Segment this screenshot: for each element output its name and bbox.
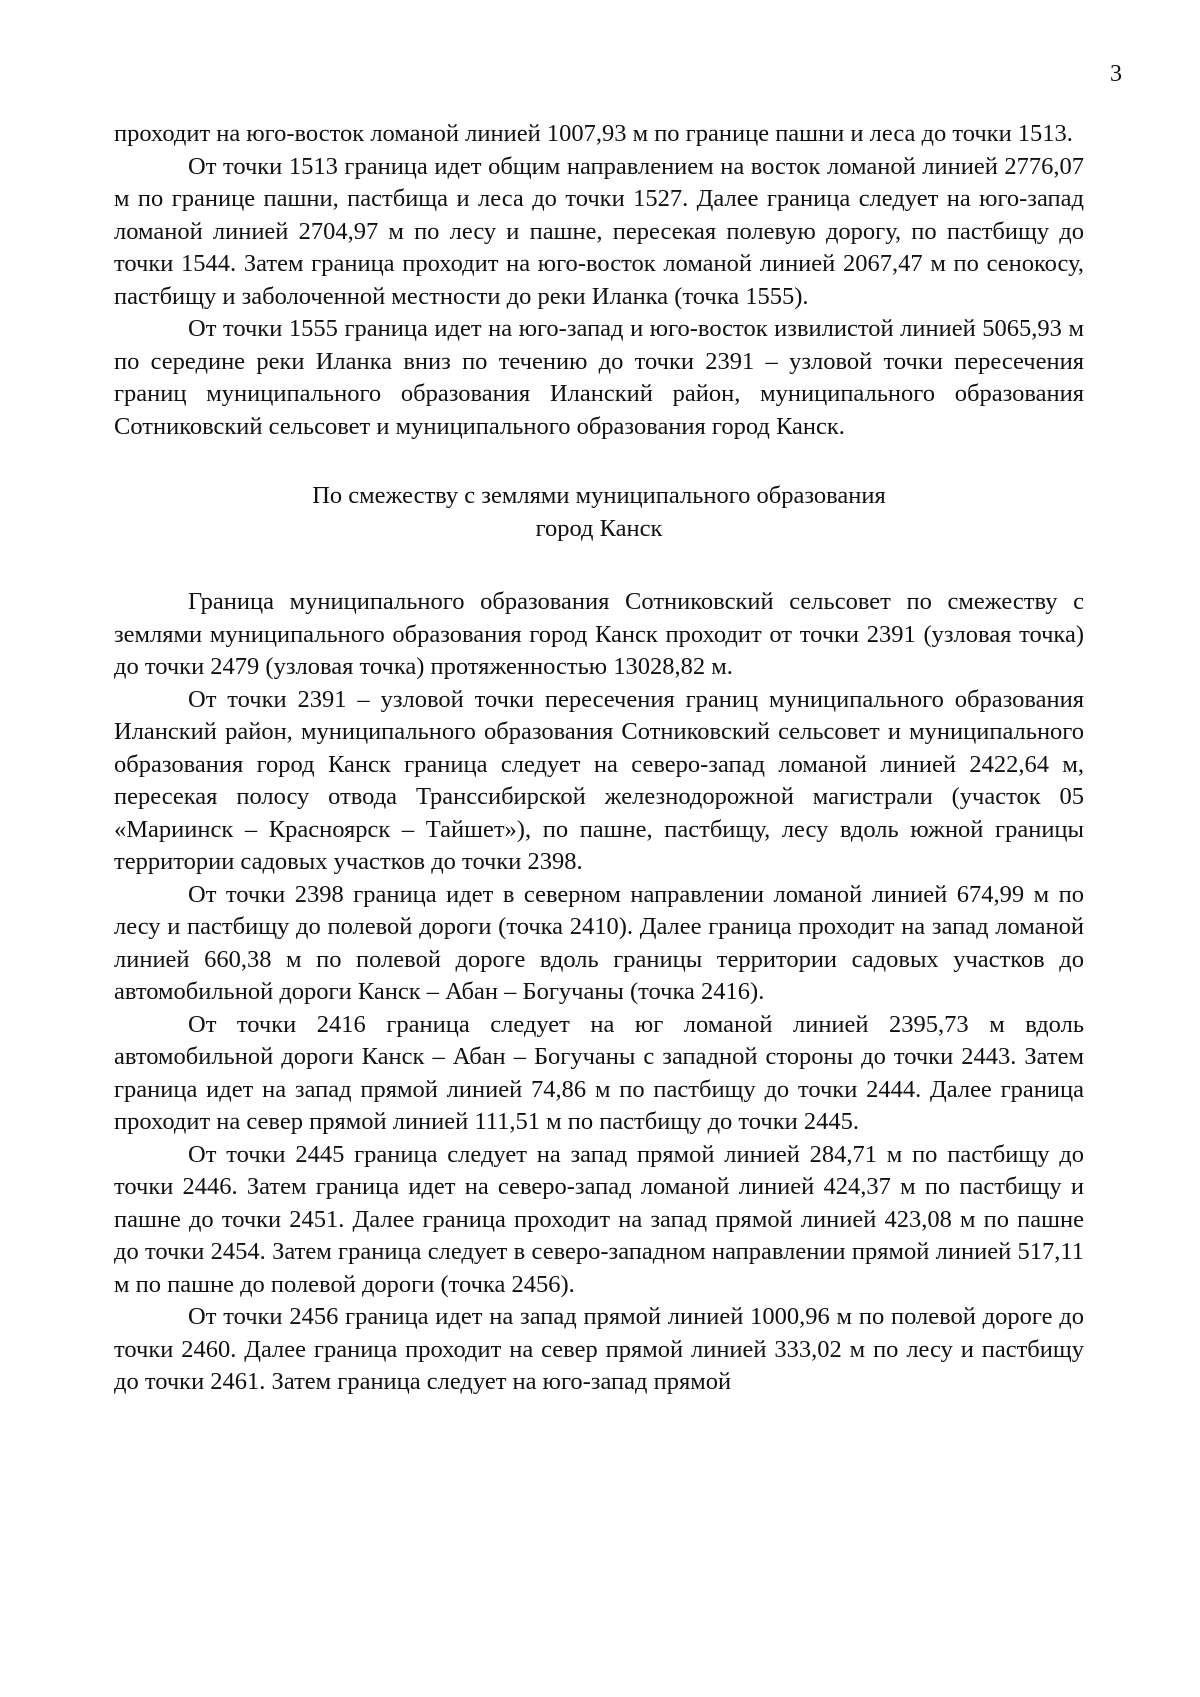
paragraph: Граница муниципального образования Сотниковский сельсовет по смежеству с землями муниципального образования город Канск проходит от точки 2391 (узловая точка) до точки 2479 (узловая точка) протяженностью 13028,82 м. <box>114 588 1084 680</box>
paragraph: От точки 2416 граница следует на юг ломаной линией 2395,73 м вдоль автомобильной дороги Канск – Абан – Богучаны с западной стороны до точки 2443. Затем граница идет на запад прямой линией 74,86 м по пастбищу до точки 2444. Далее граница проходит на север прямой линией 111,51 м по пастбищу до точки 2445. <box>114 1010 1084 1135</box>
document-body <box>114 118 1084 1399</box>
paragraph: От точки 2391 – узловой точки пересечения границ муниципального образования Иланский район, муниципального образования Сотниковский сельсовет и муниципального образования город Канск граница следует на северо-запад ломаной линией 2422,64 м, пересекая полосу отвода Транссибирской железнодорожной магистрали (участок 05 «Мариинск – Красноярск – Тайшет»), по пашне, пастбищу, лесу вдоль южной границы территории садовых участков до точки 2398. <box>114 685 1084 875</box>
paragraph: От точки 1555 граница идет на юго-запад и юго-восток извилистой линией 5065,93 м по середине реки Иланка вниз по течению до точки 2391 – узловой точки пересечения границ муниципального образования Иланский район, муниципального образования Сотниковский сельсовет и муниципального образования город Канск. <box>114 315 1084 440</box>
paragraph-continuation: проходит на юго-восток ломаной линией 1007,93 м по границе пашни и леса до точки 1513. <box>114 120 1073 147</box>
paragraph: От точки 1513 граница идет общим направлением на восток ломаной линией 2776,07 м по границе пашни, пастбища и леса до точки 1527. Далее граница следует на юго-запад ломаной линией 2704,97 м по лесу и пашне, пересекая полевую дорогу, по пастбищу до точки 1544. Затем граница проходит на юго-восток ломаной линией 2067,47 м по сенокосу, пастбищу и заболоченной местности до реки Иланка (точка 1555). <box>114 152 1084 310</box>
section-heading <box>114 480 1084 545</box>
paragraph: От точки 2445 граница следует на запад прямой линией 284,71 м по пастбищу до точки 2446. Затем граница идет на северо-запад ломаной линией 424,37 м по пастбищу и пашне до точки 2451. Далее граница проходит на запад прямой линией 423,08 м по пашне до точки 2454. Затем граница следует в северо-западном направлении прямой линией 517,11 м по пашне до полевой дороги (точка 2456). <box>114 1140 1084 1298</box>
paragraph: От точки 2398 граница идет в северном направлении ломаной линией 674,99 м по лесу и пастбищу до полевой дороги (точка 2410). Далее граница проходит на запад ломаной линией 660,38 м по полевой дороге вдоль границы территории садовых участков до автомобильной дороги Канск – Абан – Богучаны (точка 2416). <box>114 880 1084 1005</box>
section-heading-line: город Канск <box>535 514 663 542</box>
section-heading-line: По смежеству с землями муниципального образования <box>312 482 886 509</box>
paragraph: От точки 2456 граница идет на запад прямой линией 1000,96 м по полевой дороге до точки 2460. Далее граница проходит на север прямой линией 333,02 м по лесу и пастбищу до точки 2461. Затем граница следует на юго-запад прямой <box>114 1303 1084 1395</box>
page-number: 3 <box>1110 61 1122 87</box>
